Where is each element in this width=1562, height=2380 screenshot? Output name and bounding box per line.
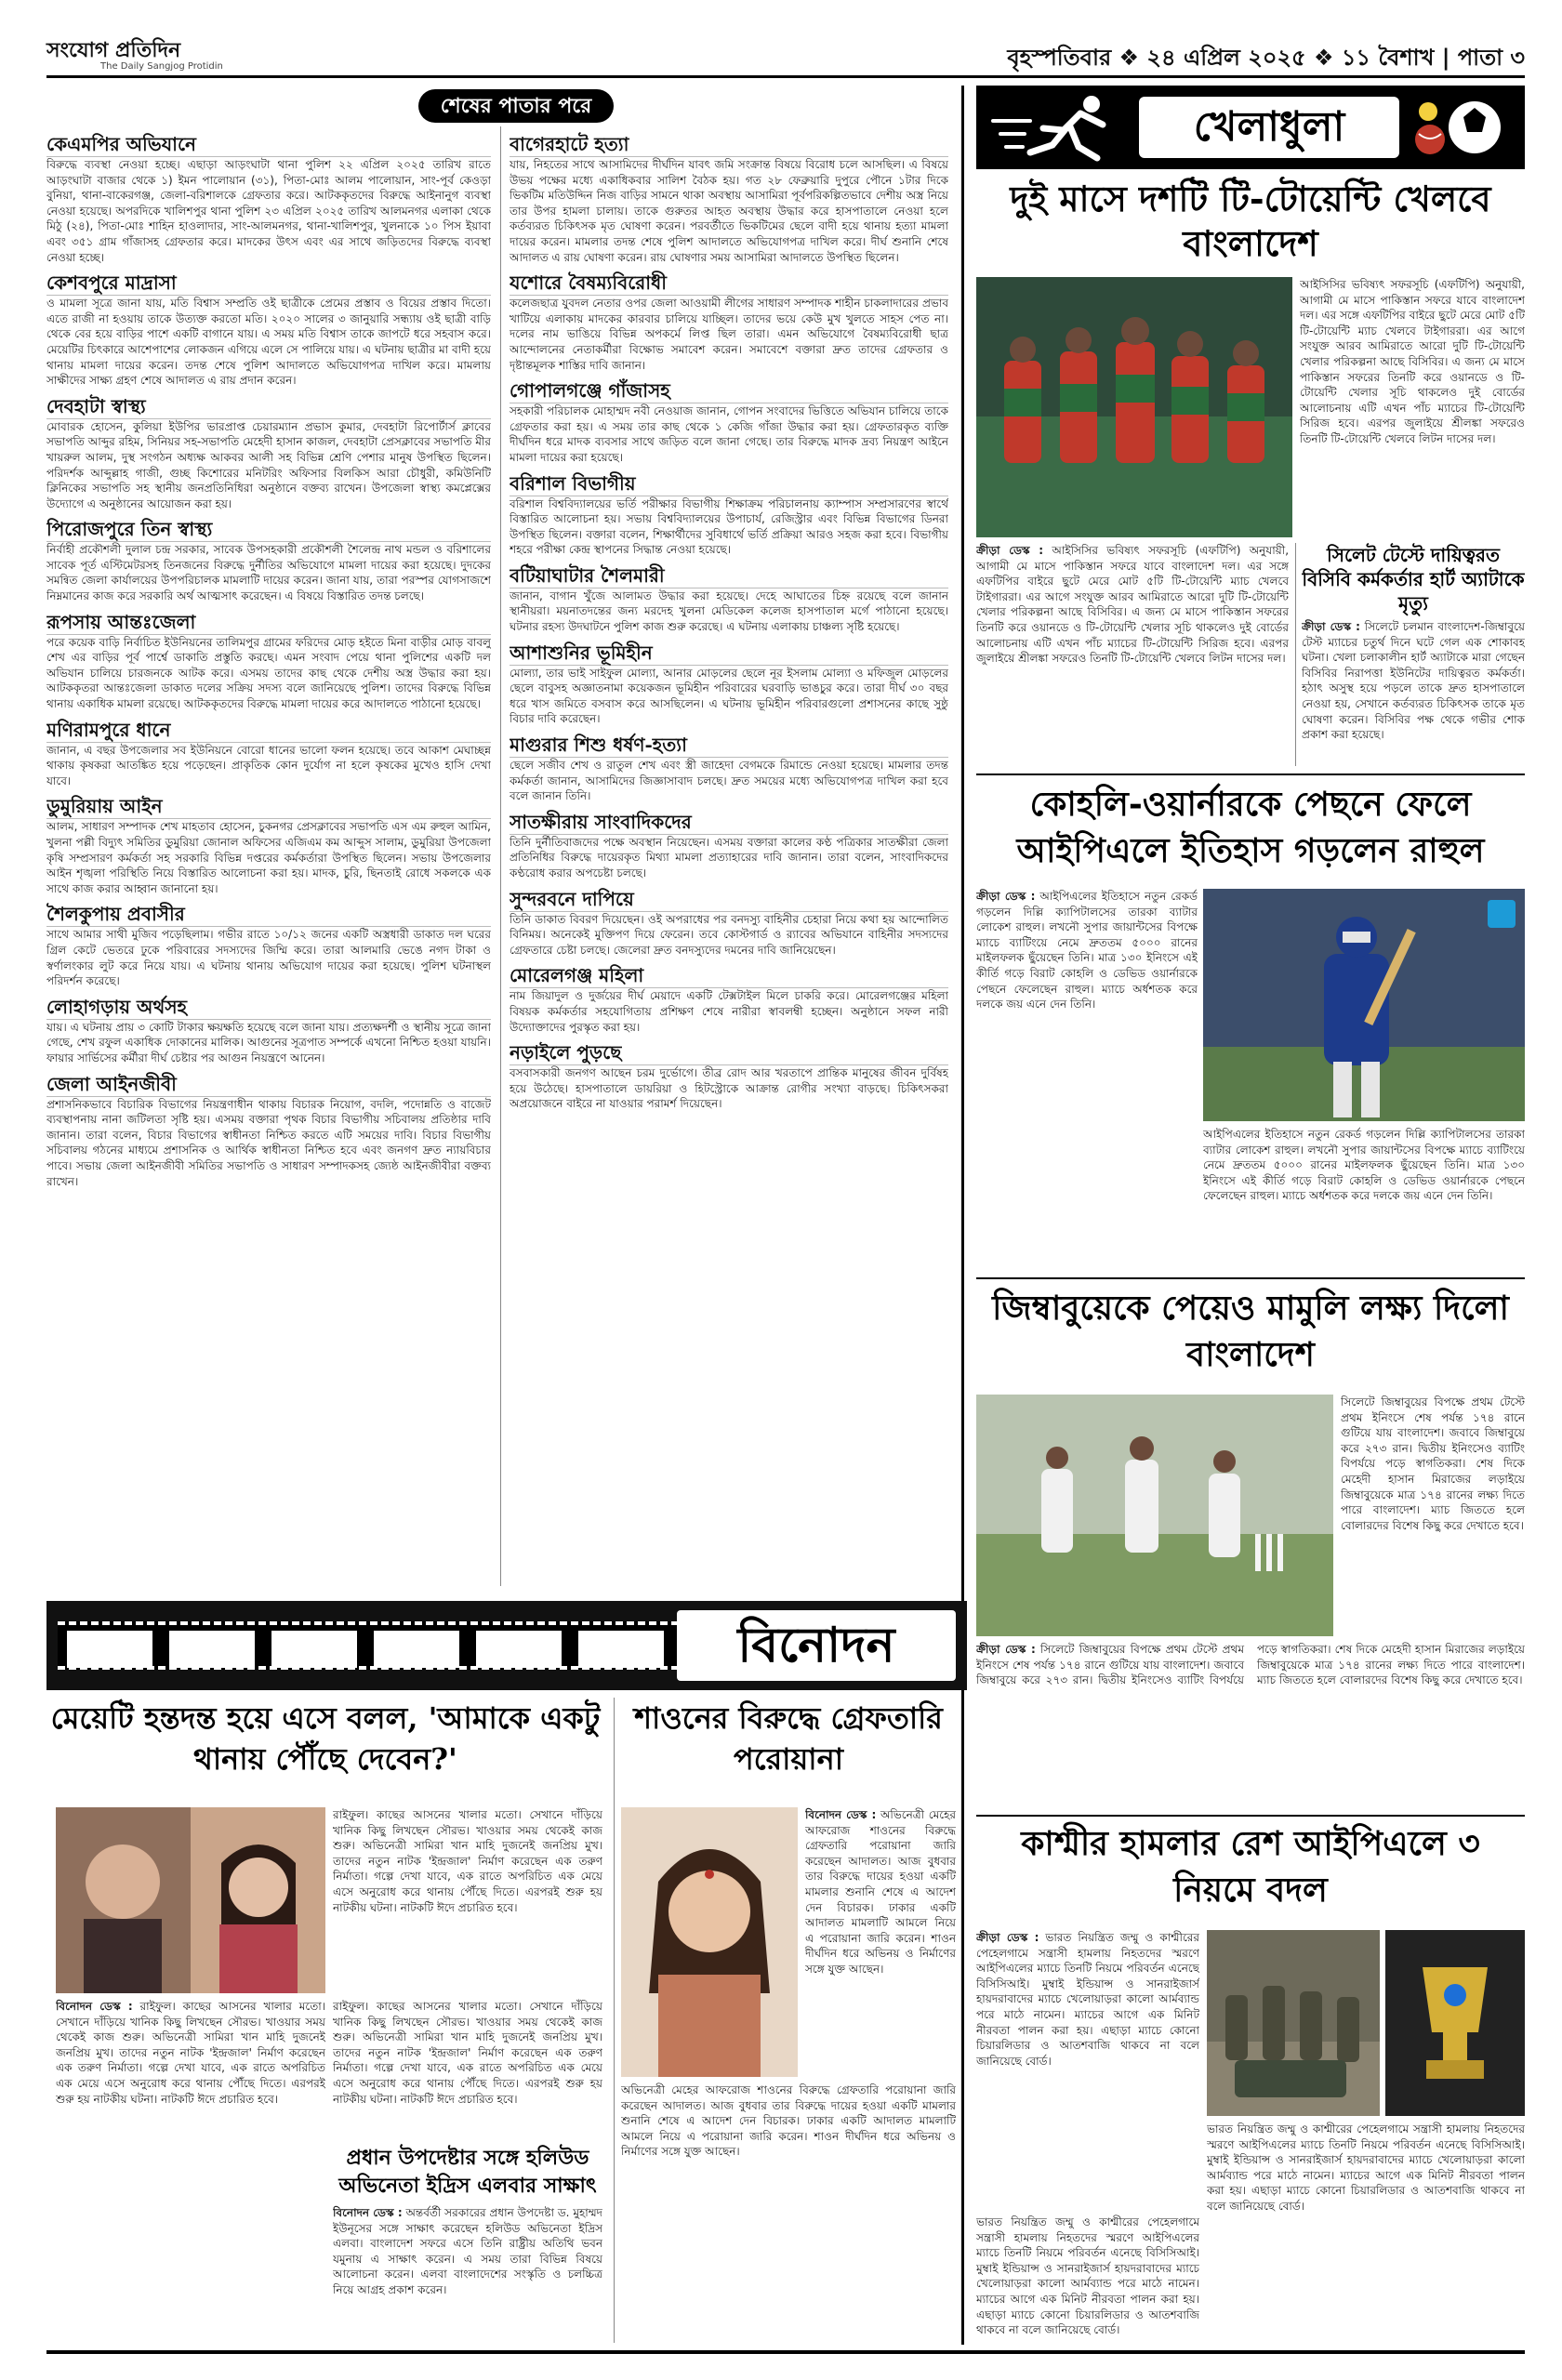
sports-story-4-body: সিলেটে জিম্বাবুয়ের বিপক্ষে প্রথম টেস্টে প্রথম ইনিংসে শেষ পর্যন্ত ১৭৪ রানে গুটিয়ে যায় বাংলাদেশ। জবাবে জিম্বাবুয়ে করে ২৭৩ রান। দ্বিতীয় ইনিংসেও ব্যাটিং বিপর্যয়ে পড়ে স্বাগতিকরা। শেষ দিকে মেহেদী হাসান মিরাজের লড়াইয়ে জিম্বাবুয়েকে মাত্র ১৭৪ রানের লক্ষ্য দিতে পারে বাংলাদেশ। ম্যাচ জিততে হলে বোলারদের বিশেষ কিছু করে দেখাতে হবে।	[1341, 1395, 1525, 1532]
ent-story-1-dateline: বিনোদন ডেস্ক :	[56, 2000, 133, 2013]
kashmir-security-photo	[1207, 1930, 1380, 2116]
ent-story-1-photo	[56, 1807, 325, 1993]
runner-icon	[987, 93, 1127, 162]
sports-story-5-text-right	[1207, 2122, 1525, 2341]
continued-right-story	[510, 378, 948, 465]
ent-story-1-side-text	[333, 1807, 602, 1993]
sports-story-2-dateline: ক্রীড়া ডেস্ক :	[1302, 620, 1360, 633]
continued-left-story-body: প্রশাসনিকভাবে বিচারিক বিভাগের নিয়ন্ত্রণাধীন থাকায় বিচারক নিয়োগ, বদলি, পদোন্নতি ও বাজেট ব্যবস্থাপনায় নানা জটিলতা সৃষ্টি হয়। এসময় বক্তারা পৃথক বিচার বিভাগীয় সচিবালয় প্রতিষ্ঠার দাবি জানান। তারা বলেন, বিচার বিভাগের স্বাধীনতা নিশ্চিত করতে এটি সময়ের দাবি। বিচার বিভাগীয় সচিবালয় গঠনের মাধ্যমে প্রশাসনিক ও আর্থিক স্বাধীনতা নিশ্চিত হবে এবং জনগণ দ্রুত ন্যায়বিচার পাবে। সভায় জেলা আইনজীবী সমিতির সভাপতি ও সাধারণ সম্পাদকসহ জ্যেষ্ঠ আইনজীবীরা বক্তব্য রাখেন।	[46, 1097, 491, 1188]
continued-right-story-headline: সুন্দরবনে দাপিয়ে	[510, 887, 948, 912]
continued-right-story-body: মোল্যা, তার ভাই সাইফুল মোল্যা, আনার মোড়লের ছেলে নূর ইসলাম মোল্যা ও মফিজুল মোড়লের ছেলে বাবুসহ অজ্ঞাতনামা কয়েকজন ভূমিহীন পরিবারের ঘরবাড়ি ভাঙচুর করে। তারা দীর্ঘ ৩০ বছর ধরে খাস জমিতে বসবাস করে আসছিলেন। এ ঘটনায় ভূমিহীন পরিবারগুলো প্রশাসনের কাছে সুষ্ঠু বিচার দাবি করেছেন।	[510, 666, 948, 726]
continued-right-story	[510, 563, 948, 635]
ent-story-1-body: রাইফুল। কাছের আসনের খালার মতো। সেখানে দাঁড়িয়ে খানিক কিছু লিখছেন সৌরভ। খাওয়ার সময় থেকেই কাজ শুরু। অভিনেত্রী সামিরা খান মাহি দুজনেই জনপ্রিয় মুখ। তাদের নতুন নাটক 'ইন্দ্রজাল' নির্মাণ করেছেন এক তরুণ নির্মাতা। গল্পে দেখা যাবে, এক রাতে অপরিচিত এক মেয়ে এসে অনুরোধ করে থানায় পৌঁছে দিতে। এরপরই শুরু হয় নাটকীয় ঘটনা। নাটকটি ঈদে প্রচারিত হবে।	[333, 1808, 602, 1914]
sports-story-1-headline-block	[976, 177, 1525, 270]
sports-story-5-headline-block	[976, 1820, 1525, 1923]
ent-story-2-side-text	[805, 1807, 956, 2077]
sports-story-1-body-cont: আইসিসির ভবিষ্যৎ সফরসূচি (এফটিপি) অনুযায়ী, আগামী মে মাসে পাকিস্তান সফরে যাবে বাংলাদেশ দল। এর সঙ্গে এফটিপির বাইরে ছুটে মেরে মোট ৫টি টি-টোয়েন্টি ম্যাচ খেলবে টাইগাররা। এর আগে সংযুক্ত আরব আমিরাতে আরো দুটি টি-টোয়েন্টি খেলার পরিকল্পনা আছে বিসিবির। এ জন্য মে মাসে পাকিস্তান সফরের তিনটি করে ওয়ানডে ও টি-টোয়েন্টি খেলার সূচি থাকলেও দুই বোর্ডের আলোচনায় এটি এখন পাঁচ ম্যাচের টি-টোয়েন্টি সিরিজ হবে। এরপর জুলাইয়ে শ্রীলঙ্কা সফরেও তিনটি টি-টোয়েন্টি খেলবে লিটন দাসের দল।	[976, 544, 1289, 666]
continued-right-story-body: সহকারী পরিচালক মোহাম্মদ নবী নেওয়াজ জানান, গোপন সংবাদের ভিত্তিতে অভিযান চালিয়ে তাকে গ্রেফতার করা হয়। এ সময় তার কাছ থেকে ১ কেজি গাঁজা উদ্ধার করা হয়। গ্রেফতারকৃত ব্যক্তি দীর্ঘদিন ধরে মাদক ব্যবসার সাথে জড়িত বলে জানা গেছে। তার বিরুদ্ধে মাদক দ্রব্য নিয়ন্ত্রণ আইনে মামলা দায়ের করা হয়েছে।	[510, 404, 948, 464]
sports-story-3-body-cont: আইপিএলের ইতিহাসে নতুন রেকর্ড গড়লেন দিল্লি ক্যাপিটালসের তারকা ব্যাটার লোকেশ রাহুল। লখনৌ সুপার জায়ান্টসের বিপক্ষে ম্যাচে ব্যাটিংয়ে নেমে দ্রুততম ৫০০০ রানের মাইলফলক ছুঁয়েছেন তিনি। মাত্র ১৩০ ইনিংসে এই কীর্তি গড়ে বিরাট কোহলি ও ডেভিড ওয়ার্নারকে পেছনে ফেলেছেন রাহুল। ম্যাচে অর্ধশতক করে দলকে জয় এনে দেন তিনি।	[1203, 1128, 1525, 1203]
ent-story-2-text-lower	[621, 2082, 956, 2343]
continued-left-story-headline: লোহাগড়ায় অর্থসহ	[46, 995, 491, 1020]
continued-left-story-body: বিরুদ্ধে ব্যবস্থা নেওয়া হচ্ছে। এছাড়া আড়ংঘাটা থানা পুলিশ ২২ এপ্রিল ২০২৫ তারিখ রাতে আড়ংঘাটা বাজার থেকে ১) ইমন পালোয়ান (৩১), পিতা-মোঃ আলম পালোয়ান, সাং-পূর্ব কেওড়া বুনিয়া, থানা-বাকেরগঞ্জ, জেলা-বরিশালকে গ্রেফতার করে। আটককৃতদের বিরুদ্ধে আইনানুগ ব্যবস্থা নেওয়া হয়েছে। অপরদিকে খালিশপুর থানা পুলিশ ২৩ এপ্রিল ২০২৫ তারিখ আলমনগর এলাকা থেকে মিঠু (২৪), পিতা-মোঃ শাহিন হাওলাদার, সাং-আলমনগর, থানা-খালিশপুর, খুলনাকে ১০ পিস ইয়াবা এবং ৩৫১ গ্রাম গাঁজাসহ গ্রেফতার করে। মাদকের উৎস এবং এর সাথে জড়িতদের বিরুদ্ধে ব্যবস্থা নেওয়া হচ্ছে।	[46, 158, 491, 264]
sports-story-1-dateline: ক্রীড়া ডেস্ক :	[976, 544, 1044, 557]
continued-left-story	[46, 610, 491, 712]
ent-story-1-text-right	[333, 1999, 602, 2138]
continued-right-story-headline: মাগুরার শিশু ধর্ষণ-হত্যা	[510, 733, 948, 758]
continued-left-story-body: নির্বাহী প্রকৌশলী দুলাল চন্দ্র সরকার, সাবেক উপসহকারী প্রকৌশলী শৈলেন্দ্র নাথ মন্ডল ও বরিশালের সাবেক পূর্ত এস্টিমেটরসহ তিনজনের বিরুদ্ধে দুর্নীতির অভিযোগে মামলা দায়ের করা হয়েছে। দুদকের সমন্বিত জেলা কার্যালয়ের উপপরিচালক মামলাটি দায়ের করেন। জানা যায়, তারা পরস্পর যোগসাজশে নিম্নমানের কাজ করে সরকারি অর্থ আত্মসাৎ করেছেন। এ বিষয়ে বিস্তারিত তদন্ত চলছে।	[46, 543, 491, 603]
masthead-tagline: The Daily Sangjog Protidin	[100, 61, 223, 72]
ent-story-1-body-cont: রাইফুল। কাছের আসনের খালার মতো। সেখানে দাঁড়িয়ে খানিক কিছু লিখছেন সৌরভ। খাওয়ার সময় থেকেই কাজ শুরু। অভিনেত্রী সামিরা খান মাহি দুজনেই জনপ্রিয় মুখ। তাদের নতুন নাটক 'ইন্দ্রজাল' নির্মাণ করেছেন এক তরুণ নির্মাতা। গল্পে দেখা যাবে, এক রাতে অপরিচিত এক মেয়ে এসে অনুরোধ করে থানায় পৌঁছে দিতে। এরপরই শুরু হয় নাটকীয় ঘটনা। নাটকটি ঈদে প্রচারিত হবে।	[56, 2000, 325, 2106]
continued-left-story-headline: রূপসায় আন্তঃজেলা	[46, 610, 491, 635]
sports-banner	[976, 86, 1525, 169]
sports-story-1-body: আইসিসির ভবিষ্যৎ সফরসূচি (এফটিপি) অনুযায়ী, আগামী মে মাসে পাকিস্তান সফরে যাবে বাংলাদেশ দল। এর সঙ্গে এফটিপির বাইরে ছুটে মেরে মোট ৫টি টি-টোয়েন্টি ম্যাচ খেলবে টাইগাররা। এর আগে সংযুক্ত আরব আমিরাতে আরো দুটি টি-টোয়েন্টি খেলার পরিকল্পনা আছে বিসিবির। এ জন্য মে মাসে পাকিস্তান সফরের তিনটি করে ওয়ানডে ও টি-টোয়েন্টি খেলার সূচি থাকলেও দুই বোর্ডের আলোচনায় এটি এখন পাঁচ ম্যাচের টি-টোয়েন্টি সিরিজ হবে। এরপর জুলাইয়ে শ্রীলঙ্কা সফরেও তিনটি টি-টোয়েন্টি খেলবে লিটন দাসের দল।	[1300, 278, 1525, 445]
sports-story-5-dateline: ক্রীড়া ডেস্ক :	[976, 1931, 1039, 1944]
continued-right-story-body: কলেজছাত্র যুবদল নেতার ওপর জেলা আওয়ামী লীগের সাধারণ সম্পাদক শাহীন চাকলাদারের প্রভাব খাটিয়ে এলাকায় মাদকের কারবার চালিয়ে যাচ্ছিল। তাদের ভয়ে কেউ মুখ খুলতে সাহস পেত না। দলের নাম ভাঙিয়ে বিভিন্ন অপকর্মে লিপ্ত ছিল তারা। এমন অভিযোগে বৈষম্যবিরোধী ছাত্র আন্দোলনের নেতাকর্মীরা বিক্ষোভ সমাবেশ করেন। সমাবেশে বক্তারা দ্রুত তাদের গ্রেফতার ও দৃষ্টান্তমূলক শাস্তির দাবি জানান।	[510, 297, 948, 372]
sports-story-5-text-bottom	[976, 2215, 1199, 2341]
continued-left-story	[46, 718, 491, 789]
continued-right-story-headline: বরিশাল বিভাগীয়	[510, 471, 948, 496]
cricket-team-photo	[976, 277, 1292, 537]
continued-right-story	[510, 1040, 948, 1112]
continued-right-story	[510, 963, 948, 1035]
sports-story-1-headline: দুই মাসে দশটি টি-টোয়েন্টি খেলবে বাংলাদেশ	[1010, 178, 1491, 264]
continued-left-story-headline: দেবহাটা স্বাস্থ্য	[46, 394, 491, 419]
sports-story-4-side-text	[1341, 1395, 1525, 1636]
continued-right-story-headline: বাগেরহাটে হত্যা	[510, 132, 948, 157]
continued-right-story-headline: নড়াইলে পুড়ছে	[510, 1040, 948, 1065]
entertainment-section-title: বিনোদন	[677, 1610, 956, 1681]
story-divider	[976, 774, 1525, 775]
continued-left-story-headline: পিরোজপুরে তিন স্বাস্থ্য	[46, 517, 491, 542]
ent-story-3-dateline: বিনোদন ডেস্ক :	[333, 2206, 403, 2219]
sports-section-title: খেলাধুলা	[1139, 97, 1399, 158]
section-divider	[961, 86, 964, 2345]
ent-story-2-body-cont: অভিনেত্রী মেহের আফরোজ শাওনের বিরুদ্ধে গ্রেফতারি পরোয়ানা জারি করেছেন আদালত। আজ বুধবার তার বিরুদ্ধে দায়ের হওয়া একটি মামলার শুনানি শেষে এ আদেশ দেন বিচারক। ঢাকার একটি আদালত মামলাটি আমলে নিয়ে এ পরোয়ানা জারি করেন। শাওন দীর্ঘদিন ধরে অভিনয় ও নির্মাণের সঙ্গে যুক্ত আছেন।	[621, 2083, 956, 2159]
ent-story-2-portrait	[621, 1807, 798, 2077]
continued-left-story-body: পরে কয়েক বাড়ি নির্বাচিত ইউনিয়নের তালিমপুর গ্রামের ফরিদের মোড় হইতে মিনা বাড়ীর মোড় বাবলু শেখ এর বাড়ির পূর্ব পার্শ্বে ডাকাতি প্রস্তুতি করছে। এমন সংবাদ পেয়ে থানা পুলিশের একটি দল অভিযান চালিয়ে চারজনকে আটক করে। এসময় তাদের কাছ থেকে দেশীয় অস্ত্র উদ্ধার করা হয়। আটককৃতরা আন্তঃজেলা ডাকাত দলের সক্রিয় সদস্য বলে জানিয়েছে পুলিশ। তাদের বিরুদ্ধে বিভিন্ন থানায় একাধিক মামলা রয়েছে। আটককৃতদের বিরুদ্ধে মামলা দায়ের করে আদালতে পাঠানো হয়েছে।	[46, 635, 491, 711]
continued-left-story	[46, 902, 491, 988]
zimbabwe-match-photo	[976, 1395, 1333, 1636]
continued-left-story-headline: ডুমুরিয়ায় আইন	[46, 794, 491, 819]
film-strip-icon	[58, 1621, 690, 1670]
sports-story-3-headline: কোহলি-ওয়ার্নারকে পেছনে ফেলে আইপিএলে ইতিহাস গড়লেন রাহুল	[1016, 785, 1485, 870]
sports-balls-icon	[1410, 97, 1512, 158]
ent-story-2-headline: শাওনের বিরুদ্ধে গ্রেফতারি পরোয়ানা	[634, 1700, 943, 1777]
continued-right-story-headline: গোপালগঞ্জে গাঁজাসহ	[510, 378, 948, 403]
continued-right-story	[510, 641, 948, 727]
ent-story-3-headline: প্রধান উপদেষ্টার সঙ্গে হলিউড অভিনেতা ইদ্রিস এলবার সাক্ষাৎ	[338, 2146, 597, 2198]
continued-right-column	[510, 126, 948, 1586]
continued-left-story-headline: কেশবপুরে মাদ্রাসা	[46, 271, 491, 296]
continued-left-story	[46, 1072, 491, 1190]
page-dateline: বৃহস্পতিবার ❖ ২৪ এপ্রিল ২০২৫ ❖ ১১ বৈশাখ | পাতা ৩	[1007, 45, 1525, 71]
continued-right-story	[510, 271, 948, 373]
continued-left-story-headline: জেলা আইনজীবী	[46, 1072, 491, 1097]
continued-left-story-body: জানান, এ বছর উপজেলার সব ইউনিয়নে বোরো ধানের ভালো ফলন হয়েছে। তবে আকাশ মেঘাচ্ছন্ন থাকায় কৃষকরা আতঙ্কিত হয়ে পড়েছেন। প্রাকৃতিক কোন দুর্যোগ না হলে কৃষকের মুখেও হাসি দেখা যাবে।	[46, 743, 491, 787]
sports-story-5-headline: কাশ্মীর হামলার রেশ আইপিএলে ৩ নিয়মে বদল	[1021, 1824, 1480, 1910]
sports-story-4-headline: জিম্বাবুয়েকে পেয়েও মামুলি লক্ষ্য দিলো বাংলাদেশ	[992, 1289, 1509, 1374]
column-divider	[614, 1698, 615, 2343]
entertainment-banner	[46, 1601, 967, 1690]
continued-right-story	[510, 733, 948, 804]
continued-section-label: শেষের পাতার পরে	[418, 89, 614, 123]
ent-story-1-headline: মেয়েটি হন্তদন্ত হয়ে এসে বলল, 'আমাকে একটু থানায় পৌঁছে দেবেন?'	[50, 1700, 601, 1777]
page-header	[46, 37, 1525, 78]
sports-story-3-headline-block	[976, 781, 1525, 883]
sports-story-3-dateline: ক্রীড়া ডেস্ক :	[976, 890, 1036, 903]
ent-story-3-block	[333, 2144, 602, 2343]
column-divider	[500, 126, 501, 1586]
continued-right-story-headline: আশাশুনির ভূমিহীন	[510, 641, 948, 666]
continued-right-story-body: ছেলে সজীব শেখ ও রাতুল শেখ এবং স্ত্রী জাহেদা বেগমকে রিমান্ডে নেওয়া হয়েছে। মামলার তদন্ত কর্মকর্তা জানান, আসামিদের জিজ্ঞাসাবাদ চলছে। দ্রুত সময়ের মধ্যে অভিযোগপত্র দাখিল করা হবে বলে জানান তিনি।	[510, 759, 948, 803]
continued-right-story	[510, 471, 948, 558]
continued-left-story	[46, 794, 491, 896]
story-divider	[976, 1277, 1525, 1279]
continued-right-story-headline: মোরেলগঞ্জ মহিলা	[510, 963, 948, 988]
ent-story-1-text-lower	[56, 1999, 325, 2343]
continued-left-story	[46, 132, 491, 265]
ent-story-2-body: অভিনেত্রী মেহের আফরোজ শাওনের বিরুদ্ধে গ্রেফতারি পরোয়ানা জারি করেছেন আদালত। আজ বুধবার তার বিরুদ্ধে দায়ের হওয়া একটি মামলার শুনানি শেষে এ আদেশ দেন বিচারক। ঢাকার একটি আদালত মামলাটি আমলে নিয়ে এ পরোয়ানা জারি করেন। শাওন দীর্ঘদিন ধরে অভিনয় ও নির্মাণের সঙ্গে যুক্ত আছেন।	[805, 1808, 956, 1976]
ent-story-2-dateline: বিনোদন ডেস্ক :	[805, 1808, 877, 1821]
sports-story-3-body: আইপিএলের ইতিহাসে নতুন রেকর্ড গড়লেন দিল্লি ক্যাপিটালসের তারকা ব্যাটার লোকেশ রাহুল। লখনৌ সুপার জায়ান্টসের বিপক্ষে ম্যাচে ব্যাটিংয়ে নেমে দ্রুততম ৫০০০ রানের মাইলফলক ছুঁয়েছেন তিনি। মাত্র ১৩০ ইনিংসে এই কীর্তি গড়ে বিরাট কোহলি ও ডেভিড ওয়ার্নারকে পেছনে ফেলেছেন রাহুল। ম্যাচে অর্ধশতক করে দলকে জয় এনে দেন তিনি।	[976, 890, 1198, 1012]
continued-right-story	[510, 887, 948, 959]
continued-left-story-body: সাথে আমার সাথী মুজিব পড়েছিলাম। গভীর রাতে ১০/১২ জনের একটি অস্ত্রধারী ডাকাত দল ঘরের গ্রিল কেটে ভেতরে ঢুকে পরিবারের সদস্যদের জিম্মি করে। তারা আলমারি ভেঙে নগদ টাকা ও স্বর্ণালংকার লুট করে নিয়ে যায়। এ ঘটনায় থানায় অভিযোগ দায়ের করা হয়েছে। পুলিশ ঘটনাস্থল পরিদর্শন করেছে।	[46, 928, 491, 988]
sports-story-5-body: ভারত নিয়ন্ত্রিত জম্মু ও কাশ্মীরের পেহেলগামে সন্ত্রাসী হামলায় নিহতদের স্মরণে আইপিএলের ম্যাচে তিনটি নিয়মে পরিবর্তন এনেছে বিসিসিআই। মুম্বাই ইন্ডিয়ান্স ও সানরাইজার্স হায়দরাবাদের ম্যাচে খেলোয়াড়রা কালো আর্মব্যান্ড পরে মাঠে নামেন। ম্যাচের আগে এক মিনিট নীরবতা পালন করা হয়। এছাড়া ম্যাচে কোনো চিয়ারলিডার ও আতশবাজি থাকবে না বলে জানিয়েছে বোর্ড।	[976, 1931, 1199, 2068]
ent-story-1-body-right: রাইফুল। কাছের আসনের খালার মতো। সেখানে দাঁড়িয়ে খানিক কিছু লিখছেন সৌরভ। খাওয়ার সময় থেকেই কাজ শুরু। অভিনেত্রী সামিরা খান মাহি দুজনেই জনপ্রিয় মুখ। তাদের নতুন নাটক 'ইন্দ্রজাল' নির্মাণ করেছেন এক তরুণ নির্মাতা। গল্পে দেখা যাবে, এক রাতে অপরিচিত এক মেয়ে এসে অনুরোধ করে থানায় পৌঁছে দিতে। এরপরই শুরু হয় নাটকীয় ঘটনা। নাটকটি ঈদে প্রচারিত হবে।	[333, 2000, 602, 2106]
sports-story-5-body-cont: ভারত নিয়ন্ত্রিত জম্মু ও কাশ্মীরের পেহেলগামে সন্ত্রাসী হামলায় নিহতদের স্মরণে আইপিএলের ম্যাচে তিনটি নিয়মে পরিবর্তন এনেছে বিসিসিআই। মুম্বাই ইন্ডিয়ান্স ও সানরাইজার্স হায়দরাবাদের ম্যাচে খেলোয়াড়রা কালো আর্মব্যান্ড পরে মাঠে নামেন। ম্যাচের আগে এক মিনিট নীরবতা পালন করা হয়। এছাড়া ম্যাচে কোনো চিয়ারলিডার ও আতশবাজি থাকবে না বলে জানিয়েছে বোর্ড।	[1207, 2122, 1525, 2213]
continued-left-story-body: ও মামলা সূত্রে জানা যায়, মতি বিশ্বাস সম্প্রতি ওই ছাত্রীকে প্রেমের প্রস্তাব ও বিয়ের প্রস্তাব দিতো। এতে রাজী না হওয়ায় তাকে উত্যক্ত করতো মতি। ২০২০ সালের ৩ জানুয়ারি সন্ধ্যায় ওই ছাত্রী বাড়ি থেকে বের হয়ে বাড়ির পাশে একটি বাগানে যায়। এ সময় মতি বিশ্বাস তাকে জাপটে ধরে সহবাস করে। মেয়েটির চিৎকারে আশেপাশের লোকজন এগিয়ে এলে সে পালিয়ে যায়। এ ঘটনায় ছাত্রীর মা বাদী হয়ে থানায় মামলা দায়ের করেন। তদন্ত শেষে পুলিশ আদালতে অভিযোগপত্র দাখিল করে। মামলায় সাক্ষীদের সাক্ষ্য গ্রহণ শেষে আদালত এ রায় প্রদান করেন।	[46, 297, 491, 388]
continued-left-story-headline: কেএমপির অভিযানে	[46, 132, 491, 157]
sports-story-3-text	[976, 889, 1198, 1270]
continued-right-story-headline: সাতক্ষীরায় সাংবাদিকদের	[510, 810, 948, 835]
sports-story-1-body-lower	[976, 543, 1289, 766]
continued-right-story-body: বরিশাল বিশ্ববিদ্যালয়ের ভর্তি পরীক্ষার বিভাগীয় শিক্ষাক্রম পরিচালনায় ক্যাম্পাস সম্প্রসারণের স্বার্থে বিস্তারিত আলোচনা হয়। সভায় বিশ্ববিদ্যালয়ের উপাচার্য, রেজিস্ট্রার এবং বিভিন্ন বিভাগের ডিনরা উপস্থিত ছিলেন। বক্তারা বলেন, শিক্ষার্থীদের সুবিধার্থে ভর্তি প্রক্রিয়া আরও সহজ করা হবে। বিভাগীয় শহরে পরীক্ষা কেন্দ্র স্থাপনের সিদ্ধান্ত নেওয়া হয়েছে।	[510, 496, 948, 557]
continued-right-story-headline: যশোরে বৈষম্যবিরোধী	[510, 271, 948, 296]
masthead-logo: সংযোগ প্রতিদিন	[46, 38, 181, 62]
sports-story-2-headline: সিলেট টেস্টে দায়িত্বরত বিসিবি কর্মকর্তার হার্ট অ্যাটাকে মৃত্যু	[1302, 544, 1525, 615]
continued-left-story	[46, 271, 491, 389]
continued-left-story	[46, 995, 491, 1066]
sports-story-4-text-lower	[976, 1642, 1525, 1809]
continued-left-story-body: মোবারক হোসেন, কুলিয়া ইউপির ভারপ্রাপ্ত চেয়ারম্যান প্রভাস কুমার, দেবহাটা রিপোর্টার্স ক্লাবের সভাপতি আব্দুর রহিম, সিনিয়র সহ-সভাপতি মেহেদী হাসান কাজল, দেবহাটা প্রেসক্লাবের সভাপতি মীর খায়রুল আলম, দুস্থ সংগঠন অধ্যক্ষ আকবর আলী সহ বিভিন্ন শ্রেণি পেশার মানুষ উপস্থিত ছিলেন। পরিদর্শক আব্দুল্লাহ গাজী, গুচ্ছ কিশোরের মনিটরিং অফিসার বিলকিস আরা চৌধুরী, কমিউনিটি ক্লিনিকের সভাপতি সহ স্থানীয় জনপ্রতিনিধিরা অনুষ্ঠানে বক্তব্য রাখেন। উপজেলা স্বাস্থ্য কমপ্লেক্সের উদ্যোগে এ অনুষ্ঠানের আয়োজন করা হয়।	[46, 419, 491, 510]
continued-left-story-body: আলম, সাধারণ সম্পাদক শেখ মাহতাব হোসেন, চুকনগর প্রেসক্লাবের সভাপতি এস এম রুহুল আমিন, খুলনা পল্লী বিদ্যুৎ সমিতির ডুমুরিয়া জোনাল অফিসের এজিএম কম আব্দুস সালাম, ডুমুরিয়া উপজেলা কৃষি সম্প্রসারণ কর্মকর্তা সহ সরকারি বিভিন্ন দপ্তরের কর্মকর্তারা উপস্থিত ছিলেন। সভায় উপজেলার আইন শৃঙ্খলা পরিস্থিতি নিয়ে বিস্তারিত আলোচনা করা হয়। মাদক, চুরি, ছিনতাই রোধে সকলকে এক সাথে কাজ করার আহ্বান জানানো হয়।	[46, 820, 491, 895]
continued-right-story-body: যায়, নিহতের সাথে আসামিদের দীর্ঘদিন যাবৎ জমি সংক্রান্ত বিষয়ে বিরোধ চলে আসছিল। এ বিষয়ে উভয় পক্ষের মধ্যে একাধিকবার সালিশ বৈঠক হয়। গত ২৮ ফেব্রুয়ারি দুপুরে পৌনে ১টার দিকে ভিকটিম মতিউদ্দিন নিজ বাড়ির সামনে থাকা অবস্থায় আসামিরা পূর্বপরিকল্পিতভাবে দেশীয় অস্ত্র নিয়ে তার উপর হামলা চালায়। তাকে গুরুতর আহত অবস্থায় উদ্ধার করে হাসপাতালে নেওয়া হলে কর্তব্যরত চিকিৎসক মৃত ঘোষণা করেন। পরবর্তীতে ভিকটিমের ছেলে বাদী হয়ে থানায় হত্যা মামলা দায়ের করেন। মামলার তদন্ত শেষে পুলিশ আদালতে অভিযোগপত্র দাখিল করে। দীর্ঘ শুনানি শেষে আদালত এ রায় ঘোষণা করেন। রায় ঘোষণার সময় আসামিরা আদালতে উপস্থিত ছিলেন।	[510, 158, 948, 264]
continued-left-column	[46, 126, 491, 1586]
continued-right-story	[510, 810, 948, 881]
continued-right-story-body: নাম জিয়াদুল ও দুর্জয়ের দীর্ঘ মেয়াদে একটি টেক্সটাইল মিলে চাকরি করে। মোরেলগঞ্জের মহিলা বিষয়ক কর্মকর্তার সহযোগিতায় প্রশিক্ষণ শেষে নারীরা স্বাবলম্বী হচ্ছেন। অনুষ্ঠানে সফল নারী উদ্যোক্তাদের পুরস্কৃত করা হয়।	[510, 989, 948, 1034]
page-footer-rule	[46, 2350, 1525, 2354]
ent-story-1-headline-block	[46, 1698, 604, 1800]
continued-left-story-headline: শৈলকুপায় প্রবাসীর	[46, 902, 491, 927]
sports-story-5-body-bottom: ভারত নিয়ন্ত্রিত জম্মু ও কাশ্মীরের পেহেলগামে সন্ত্রাসী হামলায় নিহতদের স্মরণে আইপিএলের ম্যাচে তিনটি নিয়মে পরিবর্তন এনেছে বিসিসিআই। মুম্বাই ইন্ডিয়ান্স ও সানরাইজার্স হায়দরাবাদের ম্যাচে খেলোয়াড়রা কালো আর্মব্যান্ড পরে মাঠে নামেন। ম্যাচের আগে এক মিনিট নীরবতা পালন করা হয়। এছাড়া ম্যাচে কোনো চিয়ারলিডার ও আতশবাজি থাকবে না বলে জানিয়েছে বোর্ড।	[976, 2215, 1199, 2337]
continued-left-story	[46, 517, 491, 603]
continued-right-story-body: বসবাসকারী জনগণ আছেন চরম দুর্ভোগে। তীব্র রোদ আর খরতাপে প্রান্তিক মানুষের জীবন দুর্বিষহ হয়ে উঠেছে। হাসপাতালে ডায়রিয়া ও হিটস্ট্রোকে আক্রান্ত রোগীর সংখ্যা বাড়ছে। চিকিৎসকরা অপ্রয়োজনে বাইরে না যাওয়ার পরামর্শ দিয়েছেন।	[510, 1066, 948, 1111]
continued-left-story-headline: মণিরামপুরে ধানে	[46, 718, 491, 743]
sports-story-2-block	[1302, 543, 1525, 766]
rahul-batting-photo	[1203, 889, 1525, 1121]
continued-left-story-body: যায়। এ ঘটনায় প্রায় ৩ কোটি টাকার ক্ষয়ক্ষতি হয়েছে বলে জানা যায়। প্রত্যক্ষদর্শী ও স্থানীয় সূত্রে জানা গেছে, শেখ রফুল একাধিক দোকানের মালিক। আগুনের সূত্রপাত সম্পর্কে এখনো নিশ্চিত হওয়া যায়নি। ফায়ার সার্ভিসের কর্মীরা দীর্ঘ চেষ্টার পর আগুন নিয়ন্ত্রণে আনেন।	[46, 1020, 491, 1064]
continued-right-story-body: তিনি ডাকাত বিবরণ দিয়েছেন। ওই অপরাধের পর বনদস্যু বাহিনীর চেহারা নিয়ে কথা হয় আন্দোলিত বিনিময়। অনেকেই মুক্তিপণ দিয়ে ফেরেন। তবে কোস্টগার্ড ও র‍্যাবের অভিযানে বাহিনীর সদস্যদের গ্রেফতারে চেষ্টা চলছে। জেলেরা দ্রুত বনদস্যুদের দমনের দাবি জানিয়েছেন।	[510, 912, 948, 957]
story-divider	[976, 1815, 1525, 1817]
column-divider	[1295, 543, 1296, 766]
ipl-trophy-photo	[1385, 1930, 1525, 2116]
continued-right-story-body: জানান, বাগান খুঁজে আলামত উদ্ধার করা হয়েছে। দেহে আঘাতের চিহ্ন রয়েছে বলে জানান স্থানীয়রা। ময়নাতদন্তের জন্য মরদেহ খুলনা মেডিকেল কলেজ হাসপাতাল মর্গে পাঠানো হয়েছে। ঘটনার রহস্য উদঘাটনে পুলিশ কাজ শুরু করেছে। এ ঘটনায় এলাকায় চাঞ্চল্য সৃষ্টি হয়েছে।	[510, 588, 948, 634]
ent-story-3-body: অন্তর্বর্তী সরকারের প্রধান উপদেষ্টা ড. মুহাম্মদ ইউনূসের সঙ্গে সাক্ষাৎ করেছেন হলিউড অভিনেতা ইদ্রিস এলবা। বাংলাদেশ সফরে এসে তিনি রাষ্ট্রীয় অতিথি ভবন যমুনায় এ সাক্ষাৎ করেন। এ সময় তারা বিভিন্ন বিষয়ে আলোচনা করেন। এলবা বাংলাদেশের সংস্কৃতি ও চলচ্চিত্র নিয়ে আগ্রহ প্রকাশ করেন।	[333, 2206, 602, 2296]
sports-story-5-text	[976, 1930, 1199, 2209]
sports-story-3-text-right	[1203, 1127, 1525, 1270]
sports-story-4-dateline: ক্রীড়া ডেস্ক :	[976, 1643, 1036, 1656]
continued-right-story-body: তিনি দুর্নীতিবাজদের পক্ষে অবস্থান নিয়েছেন। এসময় বক্তারা কালের কণ্ঠ পত্রিকার সাতক্ষীরা জেলা প্রতিনিধির বিরুদ্ধে দায়েরকৃত মিথ্যা মামলা প্রত্যাহারের দাবি জানান। তারা বলেন, সাংবাদিকদের কণ্ঠরোধ করার অপচেষ্টা চলছে।	[510, 835, 948, 879]
sports-story-2-body: সিলেটে চলমান বাংলাদেশ-জিম্বাবুয়ে টেস্ট ম্যাচের চতুর্থ দিনে ঘটে গেল এক শোকাবহ ঘটনা। খেলা চলাকালীন হার্ট অ্যাটাকে মারা গেছেন বিসিবির নিরাপত্তা ইউনিটের দায়িত্বরত কর্মকর্তা। হঠাৎ অসুস্থ হয়ে পড়লে তাকে দ্রুত হাসপাতালে নেওয়া হয়, সেখানে কর্তব্যরত চিকিৎসক তাকে মৃত ঘোষণা করেন। বিসিবির পক্ষ থেকে গভীর শোক প্রকাশ করা হয়েছে।	[1302, 620, 1525, 742]
continued-right-story-headline: বটিয়াঘাটার শৈলমারী	[510, 563, 948, 588]
continued-left-story	[46, 394, 491, 512]
sports-story-1-side-text	[1300, 277, 1525, 537]
continued-right-story	[510, 132, 948, 265]
sports-story-4-body-cont: সিলেটে জিম্বাবুয়ের বিপক্ষে প্রথম টেস্টে প্রথম ইনিংসে শেষ পর্যন্ত ১৭৪ রানে গুটিয়ে যায় বাংলাদেশ। জবাবে জিম্বাবুয়ে করে ২৭৩ রান। দ্বিতীয় ইনিংসেও ব্যাটিং বিপর্যয়ে পড়ে স্বাগতিকরা। শেষ দিকে মেহেদী হাসান মিরাজের লড়াইয়ে জিম্বাবুয়েকে মাত্র ১৭৪ রানের লক্ষ্য দিতে পারে বাংলাদেশ। ম্যাচ জিততে হলে বোলারদের বিশেষ কিছু করে দেখাতে হবে।	[976, 1643, 1525, 1687]
ent-story-2-headline-block	[621, 1698, 956, 1800]
sports-story-4-headline-block	[976, 1285, 1525, 1387]
